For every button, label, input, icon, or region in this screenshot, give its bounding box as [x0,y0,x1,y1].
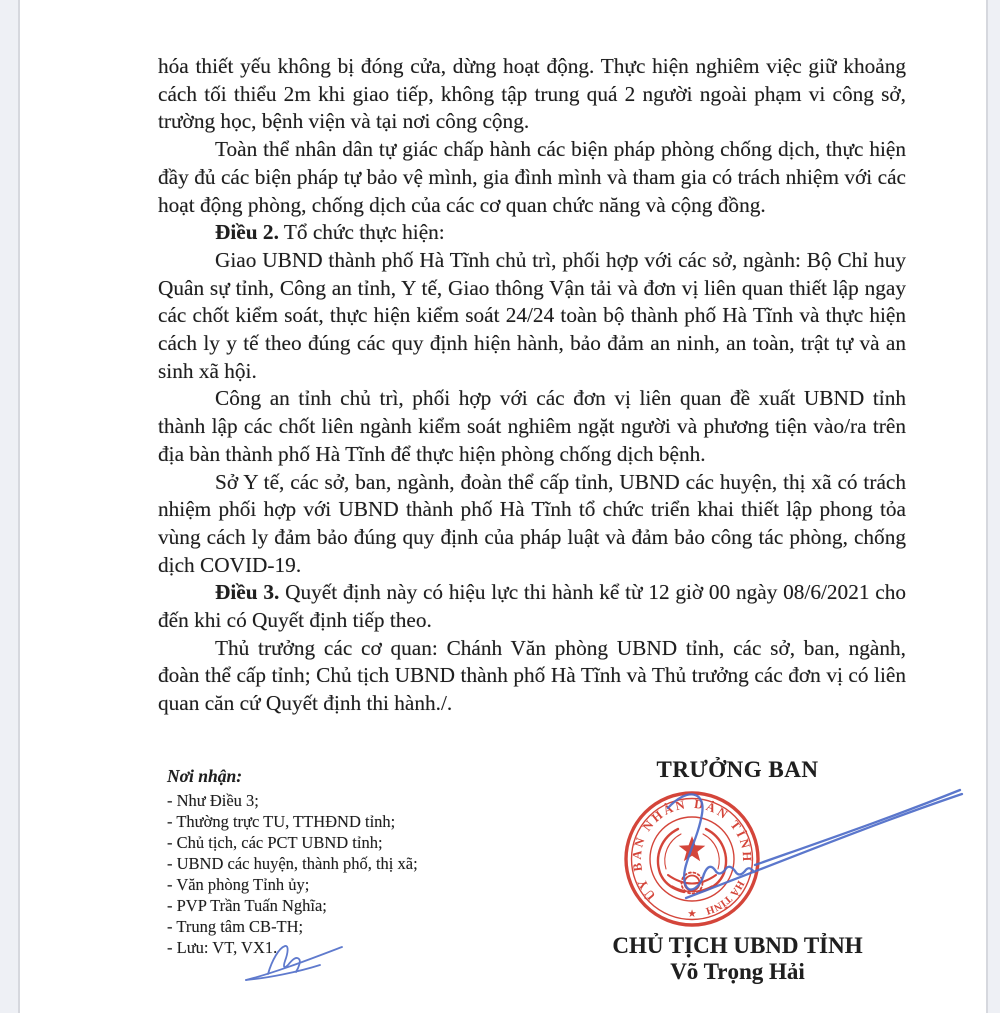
recipients-list [167,790,418,958]
recipients-title: Nơi nhận: [167,766,243,786]
paragraph [158,385,906,468]
seal-star-separator: ★ [687,908,697,919]
initials-signature-icon [238,936,348,988]
seal-text-top: ỦY BAN NHÂN DÂN TỈNH [629,796,755,903]
paragraph [158,136,906,219]
recipient-item: - Như Điều 3; [167,791,259,810]
paragraph-text: Sở Y tế, các sở, ban, ngành, đoàn thể cấp tỉnh, UBND các huyện, thị xã có trách nhiệm phối hợp với UBND thành phố Hà Tĩnh tổ chức triển khai thiết lập phong tỏa vùng cách ly đảm bảo đúng quy định của pháp luật và đảm bảo công tác phòng, chống dịch COVID-19. [158,469,906,577]
paragraph-text: Tổ chức thực hiện: [278,220,445,245]
recipient-item: - Lưu: VT, VX1. [167,938,278,957]
recipients-block [167,766,418,958]
recipient-item: - UBND các huyện, thành phố, thị xã; [167,854,418,873]
paragraph-text: Thủ trưởng các cơ quan: Chánh Văn phòng UBND tỉnh, các sở, ban, ngành, đoàn thể cấp tỉnh; Chủ tịch UBND thành phố Hà Tĩnh và Thủ trưởng các đơn vị có liên quan căn cứ Quyết định thi hành./. [158,635,906,716]
paragraph-text: Công an tỉnh chủ trì, phối hợp với các đơn vị liên quan đề xuất UBND tỉnh thành lập các chốt liên ngành kiểm soát nghiêm ngặt người và phương tiện vào/ra trên địa bàn thành phố Hà Tĩnh để thực hiện phòng chống dịch bệnh. [158,386,906,466]
paragraph [158,53,906,136]
paragraph [158,247,906,386]
page-edge-left [0,0,20,1013]
article-lead: Điều 3. [215,580,280,605]
paragraph [158,579,906,634]
paragraph [158,469,906,580]
paragraph-text: Giao UBND thành phố Hà Tĩnh chủ trì, phối hợp với các sở, ngành: Bộ Chỉ huy Quân sự tỉnh, Công an tỉnh, Y tế, Giao thông Vận tải và đơn vị liên quan thiết lập ngay các chốt kiểm soát, thực hiện kiểm soát 24/24 toàn bộ thành phố Hà Tĩnh và thực hiện cách ly y tế theo đúng các quy định hiện hành, bảo đảm an ninh, an toàn, trật tự và an sinh xã hội. [158,247,906,383]
signer-name: Võ Trọng Hải [670,959,805,984]
article-lead: Điều 2. [215,220,279,245]
recipient-item: - PVP Trần Tuấn Nghĩa; [167,896,327,915]
recipient-item: - Chủ tịch, các PCT UBND tỉnh; [167,833,383,852]
handwritten-signature-icon [590,770,980,940]
approver-title: TRƯỞNG BAN [656,757,819,782]
paragraph [158,635,906,718]
signer-title: CHỦ TỊCH UBND TỈNH [612,933,863,958]
paragraph-text: Toàn thể nhân dân tự giác chấp hành các biện pháp phòng chống dịch, thực hiện đầy đủ các biện pháp tự bảo vệ mình, gia đình mình và tham gia có trách nhiệm với các hoạt động phòng, chống dịch của các cơ quan chức năng và cộng đồng. [158,137,906,217]
paragraph-text: Quyết định này có hiệu lực thi hành kể từ 12 giờ 00 ngày 08/6/2021 cho đến khi có Quyết định tiếp theo. [158,580,906,633]
paragraph [158,219,906,247]
recipient-item: - Thường trực TU, TTHĐND tỉnh; [167,812,396,831]
recipient-item: - Trung tâm CB-TH; [167,917,304,936]
seal-text-bottom: HÀ TĨNH [703,878,746,917]
page-edge-right [986,0,1000,1013]
document-body [158,53,906,718]
recipient-item: - Văn phòng Tỉnh ủy; [167,875,310,894]
paragraph-text: hóa thiết yếu không bị đóng cửa, dừng hoạt động. Thực hiện nghiêm việc giữ khoảng cách tối thiểu 2m khi giao tiếp, không tập trung quá 2 người ngoài phạm vi công sở, trường học, bệnh viện và tại nơi công cộng. [158,54,906,134]
